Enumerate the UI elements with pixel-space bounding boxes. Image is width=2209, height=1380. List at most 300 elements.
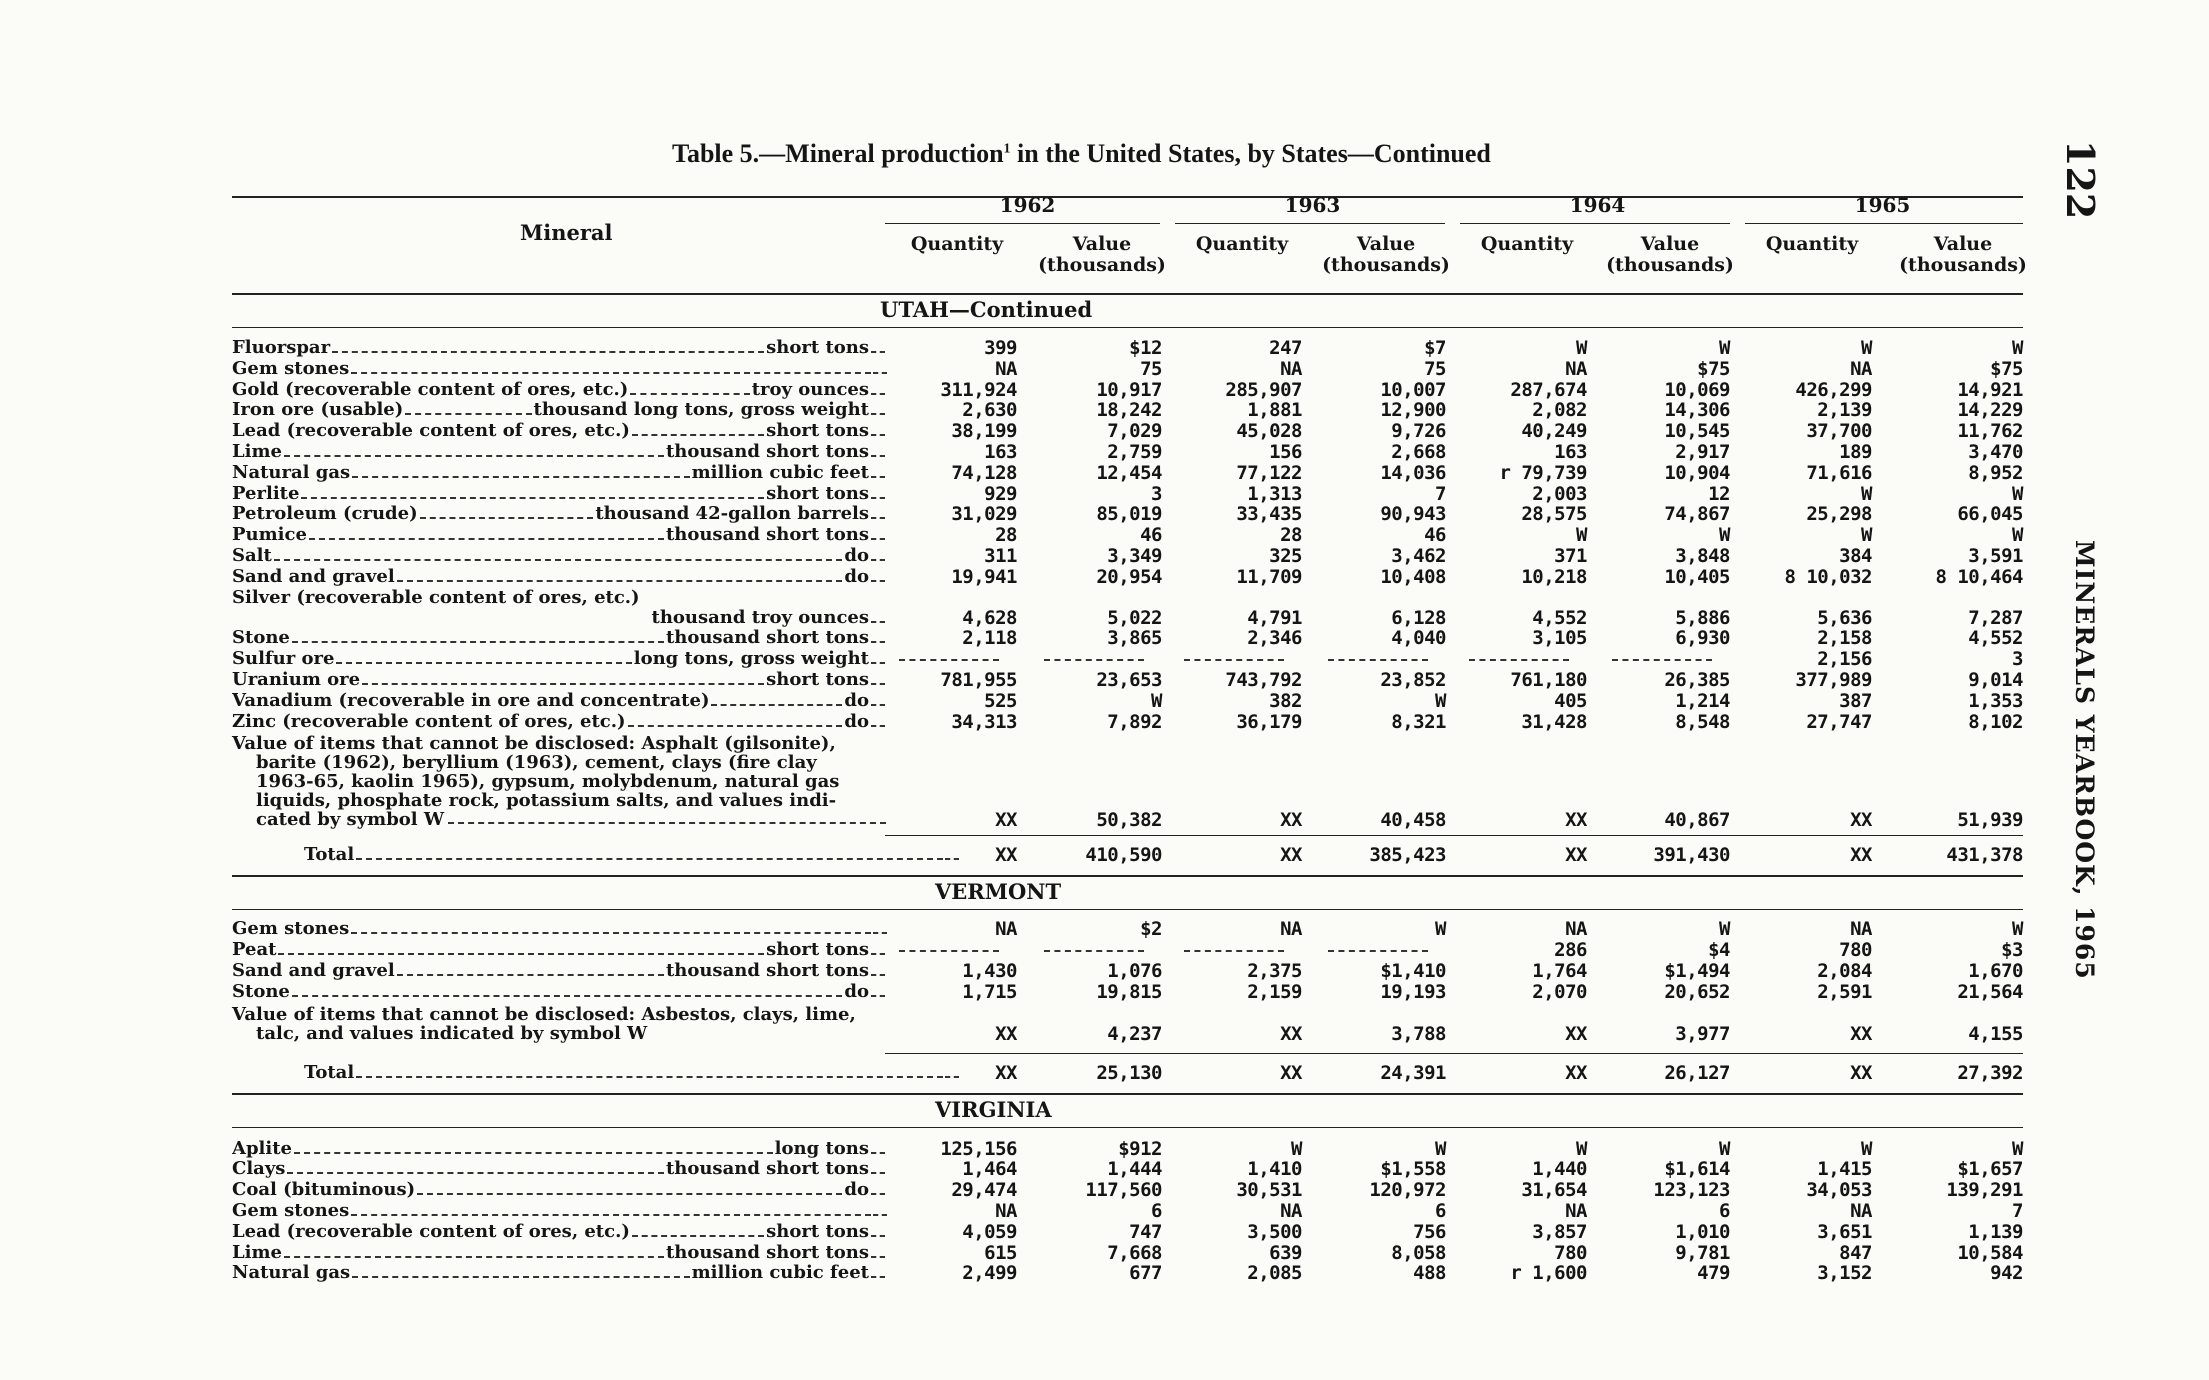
mineral-label bbox=[232, 1243, 887, 1263]
leader-dots bbox=[871, 1147, 885, 1154]
mineral-label bbox=[232, 1159, 887, 1179]
value-cell: 1,353 bbox=[1968, 689, 2023, 712]
quantity-cell: 399 bbox=[984, 337, 1017, 359]
quantity-cell: XX bbox=[995, 809, 1017, 832]
mineral-unit: thousand troy ounces bbox=[651, 607, 869, 628]
dash-cell bbox=[1044, 950, 1144, 952]
value-cell: 8,548 bbox=[1675, 710, 1730, 733]
note-line: barite (1962), beryllium (1963), cement, clays (fire clay bbox=[256, 752, 817, 774]
quantity-cell: 3,651 bbox=[1817, 1220, 1872, 1243]
section-rule bbox=[232, 1127, 2023, 1128]
quantity-cell: 2,591 bbox=[1817, 980, 1872, 1003]
value-cell: 410,590 bbox=[1085, 844, 1162, 867]
value-cell: 3,349 bbox=[1107, 545, 1162, 567]
leader-dots bbox=[871, 1251, 885, 1258]
quantity-cell: 31,654 bbox=[1521, 1179, 1587, 1202]
value-cell: 3,462 bbox=[1391, 545, 1446, 567]
value-cell: W bbox=[1435, 1137, 1446, 1160]
leader-dots bbox=[284, 450, 664, 457]
value-header-line: Value bbox=[1933, 233, 1993, 255]
value-cell: 1,214 bbox=[1675, 689, 1730, 712]
table-row bbox=[232, 1263, 2023, 1283]
quantity-cell: NA bbox=[1280, 918, 1302, 941]
quantity-cell: 382 bbox=[1269, 689, 1302, 712]
quantity-cell: 2,156 bbox=[1817, 648, 1872, 671]
leader-dots bbox=[632, 429, 764, 436]
quantity-cell: 2,084 bbox=[1817, 960, 1872, 982]
mineral-unit: thousand short tons bbox=[665, 525, 869, 546]
quantity-header: Quantity bbox=[910, 233, 1004, 255]
mineral-unit: do bbox=[844, 566, 869, 587]
table-row bbox=[232, 1159, 2023, 1179]
value-cell: 8,058 bbox=[1391, 1241, 1446, 1264]
leader-dots bbox=[871, 575, 885, 582]
value-cell: 8,952 bbox=[1968, 461, 2023, 484]
quantity-cell: 4,628 bbox=[962, 606, 1017, 629]
table-row bbox=[232, 1180, 2023, 1200]
mineral-label bbox=[232, 421, 887, 441]
mineral-column-header: Mineral bbox=[520, 220, 613, 245]
leader-dots bbox=[871, 346, 885, 353]
quantity-cell: XX bbox=[995, 1061, 1017, 1084]
section-rule bbox=[232, 327, 2023, 328]
leader-dots bbox=[871, 1271, 885, 1278]
value-cell: 21,564 bbox=[1957, 980, 2023, 1003]
quantity-cell: 28,575 bbox=[1521, 503, 1587, 526]
leader-dots bbox=[871, 699, 885, 706]
mineral-label bbox=[232, 845, 959, 865]
year-header: 1964 bbox=[1569, 193, 1626, 217]
value-cell: 25,130 bbox=[1096, 1061, 1162, 1084]
leader-dots bbox=[417, 1188, 842, 1195]
mineral-name: Lime bbox=[232, 442, 282, 462]
value-cell: 27,392 bbox=[1957, 1061, 2023, 1084]
quantity-cell: 2,375 bbox=[1247, 960, 1302, 982]
mineral-name: Stone bbox=[232, 981, 290, 1002]
table-row bbox=[232, 982, 2023, 1002]
mineral-unit: thousand long tons, gross weight bbox=[533, 400, 869, 421]
leader-dots bbox=[871, 720, 885, 727]
quantity-cell: NA bbox=[995, 1200, 1017, 1222]
quantity-cell: 38,199 bbox=[951, 420, 1017, 443]
table-row bbox=[232, 961, 2023, 981]
quantity-cell: NA bbox=[1280, 357, 1302, 380]
leader-dots bbox=[871, 1167, 885, 1174]
quantity-cell: 426,299 bbox=[1795, 378, 1872, 401]
quantity-cell: 1,881 bbox=[1247, 399, 1302, 422]
leader-dots bbox=[420, 512, 594, 519]
value-header-units: (thousands) bbox=[1322, 254, 1450, 276]
leader-dots bbox=[292, 636, 664, 643]
mineral-label bbox=[232, 400, 887, 420]
table-row bbox=[232, 546, 2023, 566]
quantity-cell: 847 bbox=[1839, 1241, 1872, 1264]
value-cell: 1,139 bbox=[1968, 1220, 2023, 1243]
mineral-name: Gold (recoverable content of ores, etc.) bbox=[232, 379, 629, 400]
note-text: cated by symbol W bbox=[256, 809, 445, 831]
value-cell: 14,036 bbox=[1380, 461, 1446, 484]
leader-dots bbox=[292, 990, 843, 997]
value-cell: 1,444 bbox=[1107, 1158, 1162, 1181]
mineral-unit: do bbox=[844, 690, 869, 711]
leader-dots bbox=[871, 450, 885, 457]
quantity-cell: 1,464 bbox=[962, 1158, 1017, 1181]
value-cell: 6,128 bbox=[1391, 606, 1446, 629]
value-cell: 1,670 bbox=[1968, 960, 2023, 982]
value-cell: 26,385 bbox=[1664, 669, 1730, 691]
mineral-name: Vanadium (recoverable in ore and concentrate) bbox=[232, 690, 710, 711]
quantity-cell: W bbox=[1576, 337, 1587, 359]
mineral-label bbox=[232, 961, 887, 981]
quantity-cell: NA bbox=[1565, 918, 1587, 941]
quantity-cell: W bbox=[1576, 1137, 1587, 1160]
quantity-cell: 2,346 bbox=[1247, 627, 1302, 650]
section-rule bbox=[232, 909, 2023, 910]
mineral-label bbox=[232, 380, 887, 400]
table-row bbox=[232, 421, 2023, 441]
quantity-cell: 1,313 bbox=[1247, 482, 1302, 505]
value-cell: 747 bbox=[1129, 1220, 1162, 1243]
quantity-cell: 77,122 bbox=[1236, 461, 1302, 484]
quantity-cell: 189 bbox=[1839, 441, 1872, 463]
value-cell: $4 bbox=[1708, 939, 1730, 962]
quantity-header: Quantity bbox=[1480, 233, 1574, 255]
mineral-unit: thousand short tons bbox=[665, 961, 869, 981]
quantity-cell: 639 bbox=[1269, 1241, 1302, 1264]
quantity-cell: 30,531 bbox=[1236, 1179, 1302, 1202]
leader-dots bbox=[871, 429, 885, 436]
value-cell: 8 10,464 bbox=[1935, 565, 2023, 588]
quantity-cell: 1,415 bbox=[1817, 1158, 1872, 1181]
table-row bbox=[232, 1243, 2023, 1263]
quantity-cell: XX bbox=[995, 1022, 1017, 1045]
quantity-cell: r 1,600 bbox=[1510, 1262, 1587, 1285]
note-line: Value of items that cannot be disclosed: Asphalt (gilsonite), bbox=[232, 733, 836, 755]
value-cell: 479 bbox=[1697, 1262, 1730, 1285]
value-cell: W bbox=[1719, 337, 1730, 359]
mineral-label bbox=[232, 670, 887, 690]
value-cell: $12 bbox=[1129, 337, 1162, 359]
leader-dots bbox=[336, 657, 631, 664]
quantity-cell: NA bbox=[1565, 357, 1587, 380]
mineral-name: Total bbox=[304, 845, 355, 866]
table-row bbox=[232, 628, 2023, 648]
quantity-cell: XX bbox=[1565, 809, 1587, 832]
undisclosed-values-row bbox=[232, 1024, 2023, 1044]
mineral-unit: short tons bbox=[766, 421, 869, 442]
leader-dots bbox=[332, 346, 764, 353]
note-line bbox=[232, 1005, 892, 1024]
value-cell: $3 bbox=[2001, 939, 2023, 962]
mineral-label bbox=[232, 608, 887, 628]
leader-dots bbox=[873, 1209, 887, 1216]
mineral-name: Stone bbox=[232, 628, 290, 649]
table-row bbox=[232, 1063, 2023, 1083]
quantity-cell: 25,298 bbox=[1806, 503, 1872, 526]
quantity-cell: 28 bbox=[1280, 524, 1302, 547]
table-title-rest: in the United States, by States—Continued bbox=[1010, 139, 1491, 168]
value-header-units: (thousands) bbox=[1899, 254, 2027, 276]
mineral-label bbox=[232, 1201, 887, 1221]
leader-dots bbox=[274, 554, 843, 561]
value-cell: 14,306 bbox=[1664, 399, 1730, 422]
mineral-name: Perlite bbox=[232, 483, 300, 504]
mineral-name: Aplite bbox=[232, 1138, 292, 1159]
quantity-cell: 5,636 bbox=[1817, 606, 1872, 629]
quantity-cell: 163 bbox=[1554, 441, 1587, 463]
mineral-label bbox=[232, 940, 887, 960]
quantity-cell: 34,313 bbox=[951, 710, 1017, 733]
quantity-cell: XX bbox=[1850, 1022, 1872, 1045]
quantity-cell: NA bbox=[995, 357, 1017, 380]
leader-dots bbox=[871, 533, 885, 540]
value-cell: 10,007 bbox=[1380, 378, 1446, 401]
year-rule bbox=[1745, 223, 2023, 224]
leader-dots bbox=[871, 388, 885, 395]
value-cell: W bbox=[1435, 689, 1446, 712]
quantity-cell: W bbox=[1861, 524, 1872, 547]
quantity-cell: 781,955 bbox=[940, 669, 1017, 691]
year-rule bbox=[1175, 223, 1445, 224]
mineral-label bbox=[232, 525, 887, 545]
value-cell: W bbox=[1719, 1137, 1730, 1160]
value-cell: 1,076 bbox=[1107, 960, 1162, 982]
quantity-cell: 4,059 bbox=[962, 1220, 1017, 1243]
table-row bbox=[232, 1139, 2023, 1159]
quantity-header: Quantity bbox=[1765, 233, 1859, 255]
leader-dots bbox=[871, 471, 885, 478]
quantity-cell: 287,674 bbox=[1510, 378, 1587, 401]
year-rule bbox=[1460, 223, 1730, 224]
mineral-label bbox=[232, 504, 887, 524]
table-row bbox=[232, 338, 2023, 358]
quantity-cell: 377,989 bbox=[1795, 669, 1872, 691]
value-cell: 51,939 bbox=[1957, 809, 2023, 832]
value-cell: 75 bbox=[1140, 357, 1162, 380]
mineral-unit: thousand short tons bbox=[665, 1159, 869, 1180]
quantity-cell: 1,715 bbox=[962, 980, 1017, 1003]
value-cell: $7 bbox=[1424, 337, 1446, 359]
year-rule bbox=[885, 223, 1160, 224]
quantity-cell: 780 bbox=[1839, 939, 1872, 962]
mineral-label bbox=[232, 359, 887, 379]
dash-cell bbox=[1328, 659, 1428, 661]
value-cell: $1,558 bbox=[1380, 1158, 1446, 1181]
mineral-label bbox=[232, 1139, 887, 1159]
quantity-cell: 3,857 bbox=[1532, 1220, 1587, 1243]
value-cell: 756 bbox=[1413, 1220, 1446, 1243]
section-heading: VERMONT bbox=[935, 879, 1062, 905]
value-cell: 385,423 bbox=[1369, 844, 1446, 867]
value-cell: 26,127 bbox=[1664, 1061, 1730, 1084]
leader-dots bbox=[871, 492, 885, 499]
value-cell: 3,591 bbox=[1968, 545, 2023, 567]
quantity-cell: 27,747 bbox=[1806, 710, 1872, 733]
quantity-cell: XX bbox=[1565, 844, 1587, 867]
value-cell: 8,321 bbox=[1391, 710, 1446, 733]
table-row bbox=[232, 567, 2023, 587]
mineral-unit: long tons, gross weight bbox=[633, 649, 869, 670]
quantity-cell: 286 bbox=[1554, 939, 1587, 962]
mineral-name: Gem stones bbox=[232, 919, 350, 940]
dash-cell bbox=[1184, 950, 1284, 952]
quantity-cell: 19,941 bbox=[951, 565, 1017, 588]
quantity-cell: 1,430 bbox=[962, 960, 1017, 982]
leader-dots bbox=[356, 853, 943, 860]
value-cell: 7,668 bbox=[1107, 1241, 1162, 1264]
quantity-cell: 36,179 bbox=[1236, 710, 1302, 733]
year-header: 1965 bbox=[1854, 193, 1911, 217]
value-cell: 10,408 bbox=[1380, 565, 1446, 588]
table-row bbox=[232, 525, 2023, 545]
section-rule bbox=[232, 875, 2023, 877]
leader-dots bbox=[873, 367, 887, 374]
quantity-cell: 3,152 bbox=[1817, 1262, 1872, 1285]
value-cell: 117,560 bbox=[1085, 1179, 1162, 1202]
value-cell: 120,972 bbox=[1369, 1179, 1446, 1202]
quantity-cell: XX bbox=[1565, 1061, 1587, 1084]
quantity-cell: W bbox=[1861, 482, 1872, 505]
mineral-unit: do bbox=[844, 546, 869, 566]
value-cell: 488 bbox=[1413, 1262, 1446, 1285]
quantity-cell: 1,440 bbox=[1532, 1158, 1587, 1181]
quantity-cell: 761,180 bbox=[1510, 669, 1587, 691]
mineral-name: Total bbox=[304, 1062, 355, 1083]
value-cell: 3 bbox=[2012, 648, 2023, 671]
value-cell: $75 bbox=[1990, 357, 2023, 380]
quantity-cell: 33,435 bbox=[1236, 503, 1302, 526]
mineral-name: Pumice bbox=[232, 525, 307, 546]
value-cell: 40,867 bbox=[1664, 809, 1730, 832]
value-cell: 10,917 bbox=[1096, 378, 1162, 401]
mineral-unit: short tons bbox=[766, 483, 869, 504]
mineral-name: Iron ore (usable) bbox=[232, 400, 404, 421]
value-cell: 7 bbox=[2012, 1200, 2023, 1222]
table-row bbox=[232, 919, 2023, 939]
value-cell: 3,977 bbox=[1675, 1022, 1730, 1045]
mineral-unit: short tons bbox=[766, 940, 869, 961]
section-heading: UTAH—Continued bbox=[880, 297, 1093, 322]
mineral-unit: million cubic feet bbox=[691, 1263, 869, 1284]
table-row bbox=[232, 608, 2023, 628]
value-cell: 23,653 bbox=[1096, 669, 1162, 691]
leader-dots bbox=[351, 1209, 871, 1216]
quantity-header: Quantity bbox=[1195, 233, 1289, 255]
quantity-cell: 40,249 bbox=[1521, 420, 1587, 443]
note-text: Value of items that cannot be disclosed: Asbestos, clays, lime, bbox=[232, 1003, 856, 1025]
value-cell: 11,762 bbox=[1957, 420, 2023, 443]
note-text: talc, and values indicated by symbol W bbox=[256, 1022, 648, 1044]
quantity-cell: 45,028 bbox=[1236, 420, 1302, 443]
quantity-cell: W bbox=[1576, 524, 1587, 547]
mineral-unit: do bbox=[844, 981, 869, 1002]
quantity-cell: 929 bbox=[984, 482, 1017, 505]
leader-dots bbox=[397, 575, 843, 582]
quantity-cell: 29,474 bbox=[951, 1179, 1017, 1202]
mineral-unit: thousand short tons bbox=[665, 1242, 869, 1263]
undisclosed-values-row bbox=[232, 810, 2023, 830]
mineral-unit: do bbox=[844, 1180, 869, 1201]
mineral-unit: million cubic feet bbox=[691, 462, 869, 483]
value-header bbox=[1600, 234, 1740, 276]
quantity-cell: 615 bbox=[984, 1241, 1017, 1264]
quantity-cell: 371 bbox=[1554, 545, 1587, 567]
value-header-units: (thousands) bbox=[1606, 254, 1734, 276]
quantity-cell: XX bbox=[1280, 1022, 1302, 1045]
value-cell: 7,029 bbox=[1107, 420, 1162, 443]
mineral-label bbox=[232, 1222, 887, 1242]
footnote-marker: 1 bbox=[1003, 141, 1011, 157]
table-title-main: Table 5.—Mineral production bbox=[672, 139, 1004, 168]
quantity-cell: 3,105 bbox=[1532, 627, 1587, 650]
leader-dots bbox=[871, 512, 885, 519]
leader-dots bbox=[871, 1230, 885, 1237]
value-cell: 3,470 bbox=[1968, 441, 2023, 463]
value-cell: 40,458 bbox=[1380, 809, 1446, 832]
leader-dots bbox=[871, 990, 885, 997]
leader-dots bbox=[873, 927, 887, 934]
value-cell: W bbox=[1151, 689, 1162, 712]
quantity-cell: 31,428 bbox=[1521, 710, 1587, 733]
value-cell: 6 bbox=[1435, 1200, 1446, 1222]
leader-dots bbox=[871, 636, 885, 643]
leader-dots bbox=[405, 408, 531, 415]
leader-dots bbox=[628, 720, 843, 727]
value-cell: 24,391 bbox=[1380, 1061, 1446, 1084]
value-cell: 10,904 bbox=[1664, 461, 1730, 484]
leader-dots bbox=[711, 699, 842, 706]
quantity-cell: 11,709 bbox=[1236, 565, 1302, 588]
mineral-label bbox=[232, 567, 887, 587]
year-header: 1962 bbox=[999, 193, 1056, 217]
quantity-cell: 311 bbox=[984, 545, 1017, 567]
quantity-cell: 247 bbox=[1269, 337, 1302, 359]
mineral-name: Sand and gravel bbox=[232, 961, 395, 981]
mineral-label bbox=[232, 1063, 959, 1083]
mineral-unit: thousand short tons bbox=[665, 442, 869, 462]
quantity-cell: 1,410 bbox=[1247, 1158, 1302, 1181]
value-cell: 4,155 bbox=[1968, 1022, 2023, 1045]
mineral-label bbox=[232, 442, 887, 462]
table-row bbox=[232, 359, 2023, 379]
value-cell: $1,494 bbox=[1664, 960, 1730, 982]
value-cell: 75 bbox=[1424, 357, 1446, 380]
mineral-name: Uranium ore bbox=[232, 670, 361, 690]
quantity-cell: 74,128 bbox=[951, 461, 1017, 484]
value-cell: 431,378 bbox=[1946, 844, 2023, 867]
mineral-name: Petroleum (crude) bbox=[232, 504, 418, 525]
mineral-unit: thousand short tons bbox=[665, 628, 869, 649]
quantity-cell: 2,159 bbox=[1247, 980, 1302, 1003]
silver-label-line: Silver (recoverable content of ores, etc.) bbox=[232, 586, 640, 608]
leader-dots bbox=[632, 1230, 764, 1237]
mineral-unit: do bbox=[844, 711, 869, 732]
quantity-cell: 34,053 bbox=[1806, 1179, 1872, 1202]
quantity-cell: 2,082 bbox=[1532, 399, 1587, 422]
quantity-cell: 2,003 bbox=[1532, 482, 1587, 505]
table-row bbox=[232, 670, 2023, 690]
mineral-label bbox=[232, 463, 887, 483]
mineral-name: Clays bbox=[232, 1159, 286, 1180]
value-cell: 66,045 bbox=[1957, 503, 2023, 526]
quantity-cell: 2,118 bbox=[962, 627, 1017, 650]
value-cell: W bbox=[1435, 918, 1446, 941]
value-cell: $1,657 bbox=[1957, 1158, 2023, 1181]
value-cell: 6 bbox=[1719, 1200, 1730, 1222]
value-header-units: (thousands) bbox=[1038, 254, 1166, 276]
value-cell: 19,193 bbox=[1380, 980, 1446, 1003]
mineral-name: Fluorspar bbox=[232, 338, 331, 358]
